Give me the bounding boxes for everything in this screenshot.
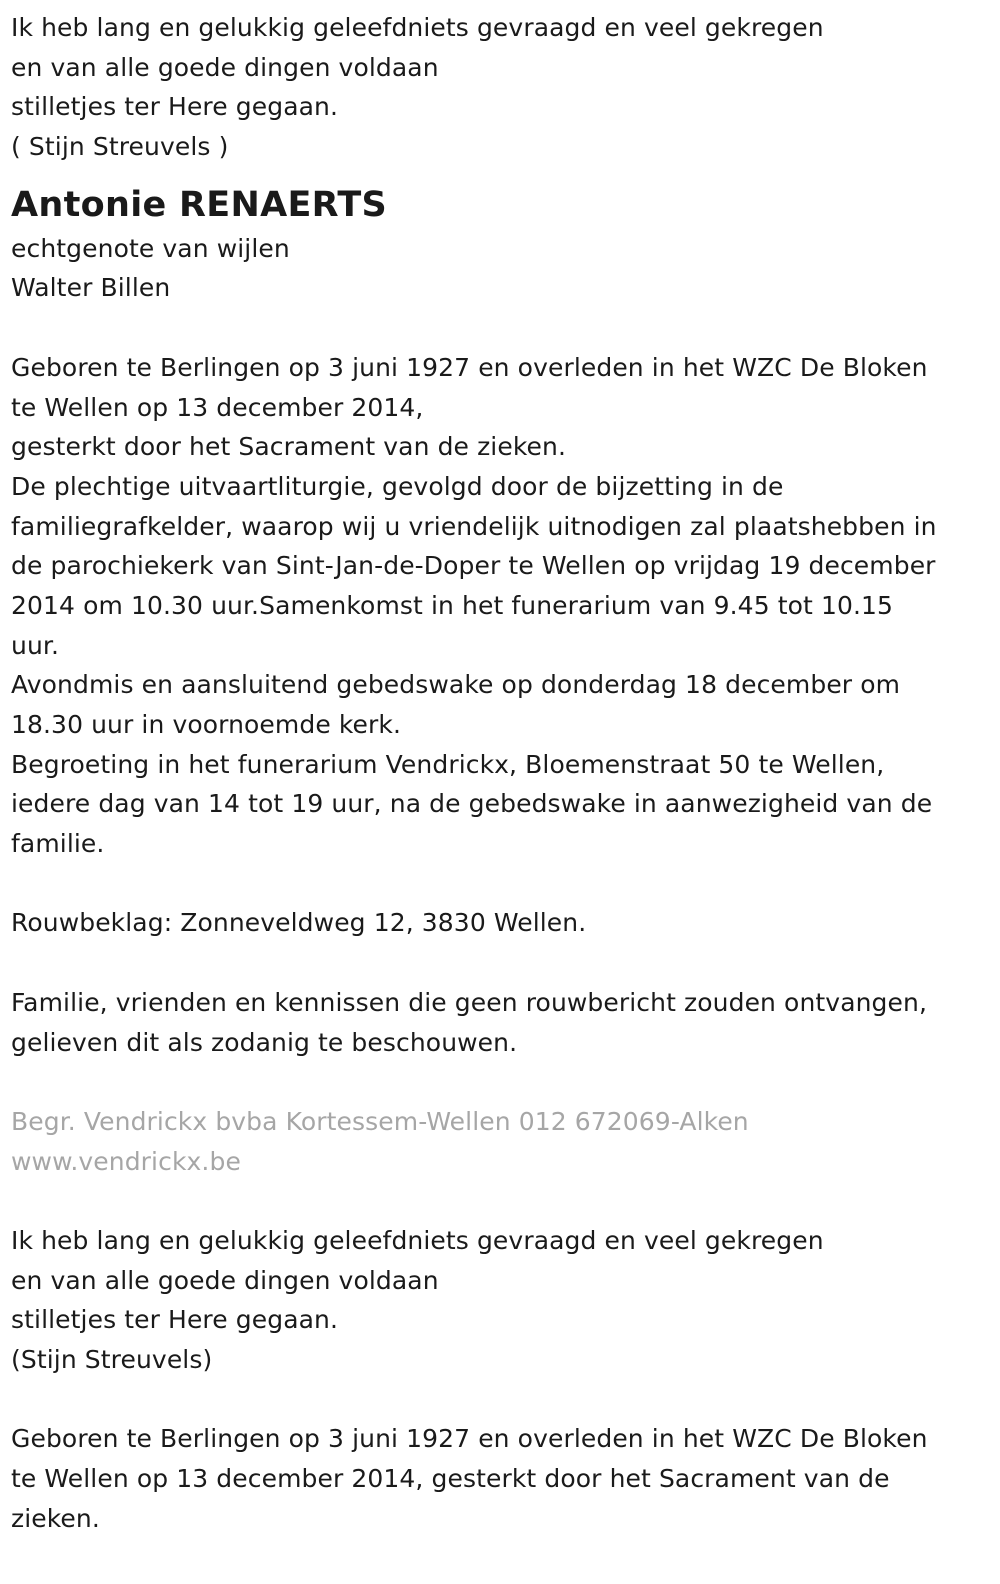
- spacer: [11, 1380, 975, 1420]
- poem-bottom: [11, 1221, 975, 1380]
- announcement-line: Geboren te Berlingen op 3 juni 1927 en overleden in het WZC De Bloken: [11, 352, 928, 382]
- announcement-line: gesterkt door het Sacrament van de zieken.: [11, 432, 566, 462]
- relation-line: Walter Billen: [11, 273, 171, 303]
- announcement-line: de parochiekerk van Sint-Jan-de-Doper te Wellen op vrijdag 19 december: [11, 551, 936, 581]
- summary-line: zieken.: [11, 1503, 100, 1533]
- announcement-line: te Wellen op 13 december 2014,: [11, 392, 424, 422]
- deceased-name: Antonie RENAERTS: [11, 184, 388, 225]
- spacer: [11, 943, 975, 983]
- condolence-address: Rouwbeklag: Zonneveldweg 12, 3830 Wellen.: [11, 908, 587, 938]
- poem-top-line: Ik heb lang en gelukkig geleefdniets gevraagd en veel gekregen: [11, 13, 824, 42]
- announcement-line: familie.: [11, 829, 105, 859]
- poem-bottom-line: en van alle goede dingen voldaan: [11, 1265, 439, 1295]
- spacer: [11, 308, 975, 348]
- poem-bottom-line: Ik heb lang en gelukkig geleefdniets gevraagd en veel gekregen: [11, 1225, 824, 1255]
- poem-top-line: stilletjes ter Here gegaan.: [11, 92, 339, 122]
- notice-text: [11, 983, 975, 1062]
- deceased-relation: [11, 229, 975, 308]
- notice-line: gelieven dit als zodanig te beschouwen.: [11, 1027, 518, 1057]
- funeral-home-line: Begr. Vendrickx bvba Kortessem-Wellen 012 672069-Alken: [11, 1106, 749, 1136]
- poem-top-author: ( Stijn Streuvels ): [11, 132, 229, 162]
- funeral-home-info: [11, 1102, 975, 1181]
- announcement-line: De plechtige uitvaartliturgie, gevolgd door de bijzetting in de: [11, 471, 784, 501]
- announcement-line: Avondmis en aansluitend gebedswake op donderdag 18 december om: [11, 670, 901, 700]
- spacer: [11, 1062, 975, 1102]
- poem-top: [11, 8, 975, 167]
- announcement-line: iedere dag van 14 tot 19 uur, na de gebedswake in aanwezigheid van de: [11, 789, 933, 819]
- poem-top-line: en van alle goede dingen voldaan: [11, 52, 439, 82]
- announcement-line: Begroeting in het funerarium Vendrickx, Bloemenstraat 50 te Wellen,: [11, 749, 885, 779]
- announcement-line: 2014 om 10.30 uur.Samenkomst in het funerarium van 9.45 tot 10.15: [11, 590, 894, 620]
- announcement-line: uur.: [11, 630, 60, 660]
- announcement-line: 18.30 uur in voornoemde kerk.: [11, 710, 402, 739]
- poem-bottom-author: (Stijn Streuvels): [11, 1345, 213, 1374]
- poem-bottom-line: stilletjes ter Here gegaan.: [11, 1305, 339, 1335]
- summary-line: Geboren te Berlingen op 3 juni 1927 en overleden in het WZC De Bloken: [11, 1424, 928, 1454]
- spacer: [11, 1181, 975, 1221]
- announcement-line: familiegrafkelder, waarop wij u vriendelijk uitnodigen zal plaatshebben in: [11, 511, 937, 541]
- funeral-home-website: www.vendrickx.be: [11, 1146, 241, 1176]
- relation-line: echtgenote van wijlen: [11, 233, 290, 263]
- summary-line: te Wellen op 13 december 2014, gesterkt door het Sacrament van de: [11, 1464, 890, 1494]
- spacer: [11, 864, 975, 904]
- announcement-text: [11, 348, 975, 864]
- notice-line: Familie, vrienden en kennissen die geen rouwbericht zouden ontvangen,: [11, 987, 927, 1017]
- summary-text: [11, 1419, 975, 1538]
